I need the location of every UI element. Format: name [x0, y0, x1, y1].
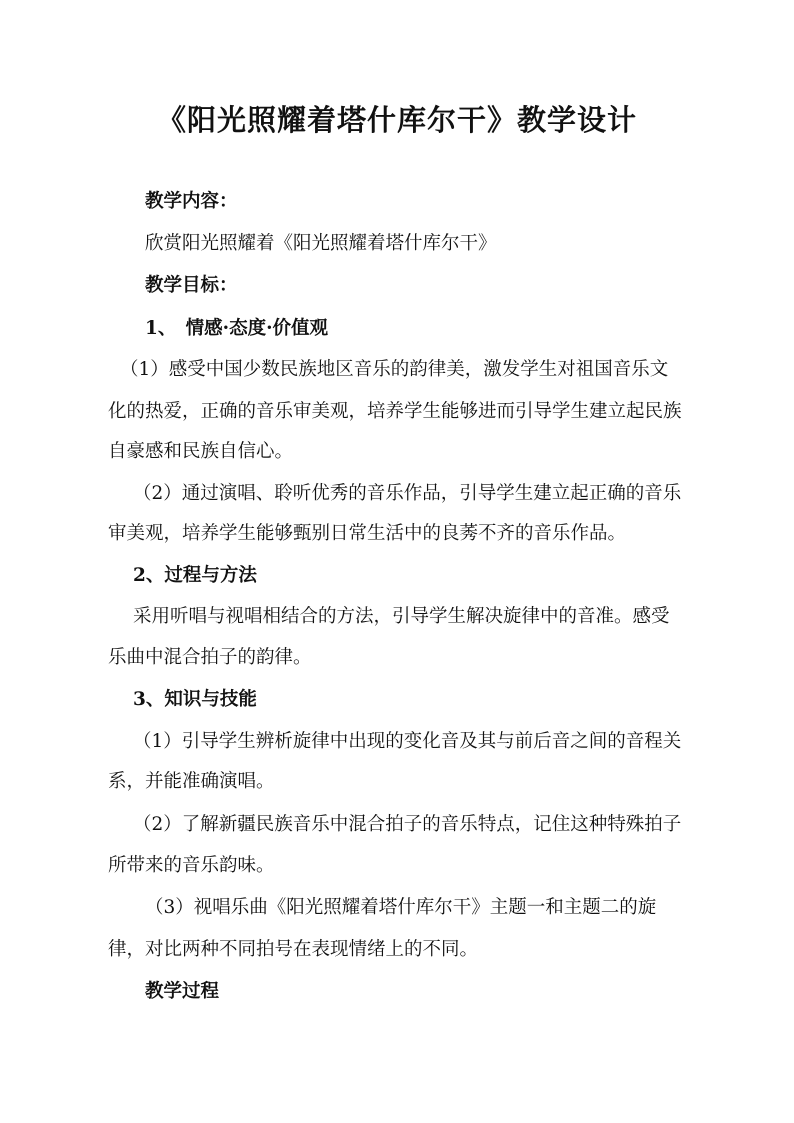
content-heading: 教学内容：: [145, 191, 238, 212]
goals-heading: 教学目标：: [145, 275, 238, 296]
goal1-paragraph1-line2: 化的热爱，正确的音乐审美观，培养学生能够进而引导学生建立起民族: [108, 401, 682, 422]
process-heading: 教学过程: [145, 981, 220, 1002]
goal2-paragraph-line1: 采用听唱与视唱相结合的方法，引导学生解决旋律中的音准。感受: [133, 606, 670, 627]
goal3-paragraph3-line2: 律，对比两种不同拍号在表现情绪上的不同。: [108, 939, 479, 960]
goal1-paragraph1-line1: （1）感受中国少数民族地区音乐的韵律美，激发学生对祖国音乐文: [120, 359, 669, 380]
goal1-paragraph2-line2: 审美观，培养学生能够甄别日常生活中的良莠不齐的音乐作品。: [108, 523, 627, 544]
goal3-paragraph1-line2: 系，并能准确演唱。: [108, 771, 275, 792]
goal3-paragraph3-line1: （3）视唱乐曲《阳光照耀着塔什库尔干》主题一和主题二的旋: [145, 897, 657, 918]
goal1-heading: 1、 情感·态度·价值观: [145, 318, 329, 339]
goal2-heading: 2、过程与方法: [133, 565, 257, 586]
goal3-paragraph2-line2: 所带来的音乐韵味。: [108, 855, 275, 876]
goal3-paragraph1-line1: （1）引导学生辨析旋律中出现的变化音及其与前后音之间的音程关: [133, 731, 682, 752]
goal1-paragraph2-line1: （2）通过演唱、聆听优秀的音乐作品，引导学生建立起正确的音乐: [133, 483, 682, 504]
goal2-paragraph-line2: 乐曲中混合拍子的韵律。: [108, 647, 312, 668]
document-title: 《阳光照耀着塔什库尔干》教学设计: [156, 103, 637, 137]
goal1-paragraph1-line3: 自豪感和民族自信心。: [108, 441, 294, 462]
content-text: 欣赏阳光照耀着《阳光照耀着塔什库尔干》: [145, 233, 497, 254]
goal3-paragraph2-line1: （2）了解新疆民族音乐中混合拍子的音乐特点，记住这种特殊拍子: [133, 814, 682, 835]
goal3-heading: 3、知识与技能: [133, 689, 257, 710]
